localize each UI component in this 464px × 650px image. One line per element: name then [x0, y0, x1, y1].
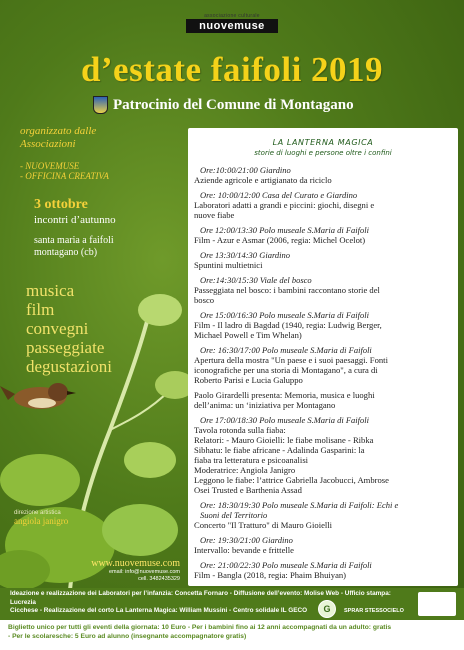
program-item-header — [194, 225, 448, 235]
program-item — [194, 415, 448, 495]
program-item — [194, 500, 448, 530]
program-item — [194, 225, 448, 245]
nuovemuse-logo — [186, 13, 278, 33]
program-item — [194, 535, 448, 555]
program-location: Viale del bosco — [259, 275, 312, 285]
program-subtitle: storie di luoghi e persone oltre i confini — [254, 149, 392, 157]
program-description: Sibhatu: le fiabe africane - Adalinda Gasparini: la — [194, 445, 365, 455]
organizers-list — [20, 161, 138, 181]
poster-title: d’estate faifoli 2019 — [80, 50, 384, 89]
program-description: Concerto "Il Tratturo" di Mauro Gioielli — [194, 520, 333, 530]
website-link[interactable]: www.nuovemuse.com — [91, 558, 180, 569]
patronage — [93, 96, 354, 114]
program-item-header — [194, 310, 448, 320]
program-description: Laboratori adatti a grandi e piccini: giochi, disegni e — [194, 200, 375, 210]
program-location: Suoni del Territorio — [200, 510, 268, 520]
director-name: angiola janigro — [14, 516, 69, 526]
program-time: Ore: 10:00/12:00 — [200, 190, 260, 200]
program-description: Intervallo: bevande e frittelle — [194, 545, 294, 555]
program-location: Polo museale S.Maria di Faifoli — [259, 310, 369, 320]
program-item-header — [194, 560, 448, 570]
phone-text: cell. 3482435329 — [138, 576, 180, 582]
program-description: Leggono le fiabe: l’attrice Gabriella Jacobucci, Ambrose — [194, 475, 389, 485]
ticket-line: Biglietto unico per tutti gli eventi della giornata: 10 Euro - Per i bambini fino ai 12 anni accompagnati da un adulto: gratis — [8, 624, 392, 631]
event-place — [20, 235, 138, 259]
event-date: 3 ottobre — [34, 197, 88, 212]
program-description: Osei Trusted e Barthenia Assad — [194, 485, 302, 495]
program-description: Relatori: - Mauro Gioielli: le fiabe molisane - Ribka — [194, 435, 374, 445]
place-line: montagano (cb) — [34, 247, 98, 258]
program-description: Film - Il ladro di Bagdad (1940, regia: Ludwig Berger, — [194, 320, 382, 330]
event-name: incontri d’autunno — [34, 214, 116, 226]
program-item — [194, 165, 448, 185]
program-item-header — [194, 165, 448, 175]
program-description: Film - Bangla (2018, regia: Phaim Bhuiyan) — [194, 570, 347, 580]
left-column — [20, 125, 138, 376]
program-time: Ore 12:00/13:30 — [200, 225, 258, 235]
program-description: Tavola rotonda sulla fiaba: — [194, 425, 286, 435]
program-item-header — [194, 190, 448, 200]
ticket-info — [0, 620, 464, 650]
organized-by: organizzato dalle Associazioni — [20, 125, 97, 150]
program-time: Ore 15:00/16:30 — [200, 310, 258, 320]
program-item — [194, 345, 448, 385]
program-location: Giardino — [262, 535, 293, 545]
organizer-item: - NUOVEMUSE — [20, 161, 80, 171]
program-description: Aziende agricole e artigianato da riciclo — [194, 175, 332, 185]
topics-list — [20, 281, 138, 376]
topic-item: musica — [26, 281, 75, 300]
program-description: bosco — [194, 295, 215, 305]
program-location: Polo museale S.Maria di Faifoli — [259, 225, 369, 235]
topic-item: convegni — [26, 319, 89, 338]
program-description: Passeggiata nel bosco: i bambini raccontano storie del — [194, 285, 380, 295]
director-label: direzione artistica — [14, 510, 61, 516]
logo-name: nuovemuse — [186, 19, 278, 33]
credits-line: Ideazione e realizzazione dei Laboratori per l’infanzia: Concetta Fornaro - Diffusione dell’evento: Molise Web - Ufficio stampa: Lucrezia — [10, 590, 391, 606]
program-item — [194, 275, 448, 305]
program-time: Ore: 19:30/21:00 — [200, 535, 260, 545]
patronage-text: Patrocinio del Comune di Montagano — [113, 96, 354, 113]
program-location: Giardino — [259, 165, 291, 175]
program-description: Roberto Parisi e Lucia Galuppo — [194, 375, 303, 385]
program-item — [194, 390, 448, 410]
topic-item: passeggiate — [26, 338, 105, 357]
logo-subtitle: associazione culturale — [204, 13, 260, 19]
program-description: dell’anima: un ‘iniziativa per Montagano — [194, 400, 336, 410]
stessocielo-logo-icon — [418, 592, 456, 616]
program-item — [194, 560, 448, 580]
program-location: Casa del Curato e Giardino — [262, 190, 358, 200]
program-item — [194, 310, 448, 340]
program-item-header — [194, 500, 448, 510]
program-time: Ore:10:00/21:00 — [200, 165, 258, 175]
program-item — [194, 190, 448, 220]
program-time: Ore: 16:30/17:00 — [200, 345, 260, 355]
program-location: Polo museale S.Maria di Faifoli — [259, 415, 369, 425]
program-title: LA LANTERNA MAGICA — [272, 138, 374, 147]
program-location: Polo museale S.Maria di Faifoli — [262, 560, 372, 570]
program-location: Giardino — [259, 250, 291, 260]
municipal-crest-icon — [93, 96, 108, 114]
geco-logo-icon: G — [318, 600, 336, 618]
program-time: Ore:14:30/15:30 — [200, 275, 258, 285]
topic-item: film — [26, 300, 55, 319]
program-location: Polo museale S.Maria di Faifoli: Echi e — [262, 500, 399, 510]
sprar-label: SPRAR STESSOCIELO — [344, 608, 404, 614]
topic-item: degustazioni — [26, 357, 112, 376]
bird-icon — [0, 383, 76, 409]
program-panel — [188, 128, 458, 586]
program-description: Spuntini multietnici — [194, 260, 263, 270]
place-line: santa maria a faifoli — [34, 235, 114, 246]
program-time: Ore 17:00/18:30 — [200, 415, 258, 425]
program-description: Apertura della mostra "Un paese e i suoi paesaggi. Fonti — [194, 355, 388, 365]
email-text[interactable]: email: info@nuovemuse.com — [108, 569, 180, 575]
program-description: Film - Azur e Asmar (2006, regia: Michel Ocelot) — [194, 235, 366, 245]
program-time: Ore: 21:00/22:30 — [200, 560, 260, 570]
program-item-header — [194, 345, 448, 355]
program-description: Moderatrice: Angiola Janigro — [194, 465, 296, 475]
program-item — [194, 250, 448, 270]
footer — [0, 588, 464, 650]
program-time: Ore 13:30/14:30 — [200, 250, 258, 260]
program-item-header — [194, 275, 448, 285]
contacts — [88, 558, 180, 583]
program-list — [188, 157, 458, 580]
program-item-header — [194, 250, 448, 260]
program-description: Paolo Girardelli presenta: Memoria, musica e luoghi — [194, 390, 375, 400]
organizer-item: - OFFICINA CREATIVA — [20, 171, 109, 181]
program-location: Polo museale S.Maria di Faifoli — [262, 345, 372, 355]
program-item-header — [194, 415, 448, 425]
ticket-line: - Per le scolaresche: 5 Euro ad alunno (insegnante accompagnatore gratis) — [8, 633, 247, 640]
program-description: nuove fiabe — [194, 210, 235, 220]
artistic-director — [14, 510, 68, 526]
program-description: fiaba tra letteratura e psicoanalisi — [194, 455, 309, 465]
program-description: iconografiche per una storia di Montagano", a cura di — [194, 365, 378, 375]
program-description: Michael Powell e Tim Whelan) — [194, 330, 302, 340]
program-item-header — [194, 535, 448, 545]
program-time: Ore: 18:30/19:30 — [200, 500, 260, 510]
credits-line: Cicchese - Realizzazione del corto La Lanterna Magica: William Mussini - Centro solidale IL GECO — [10, 607, 308, 614]
